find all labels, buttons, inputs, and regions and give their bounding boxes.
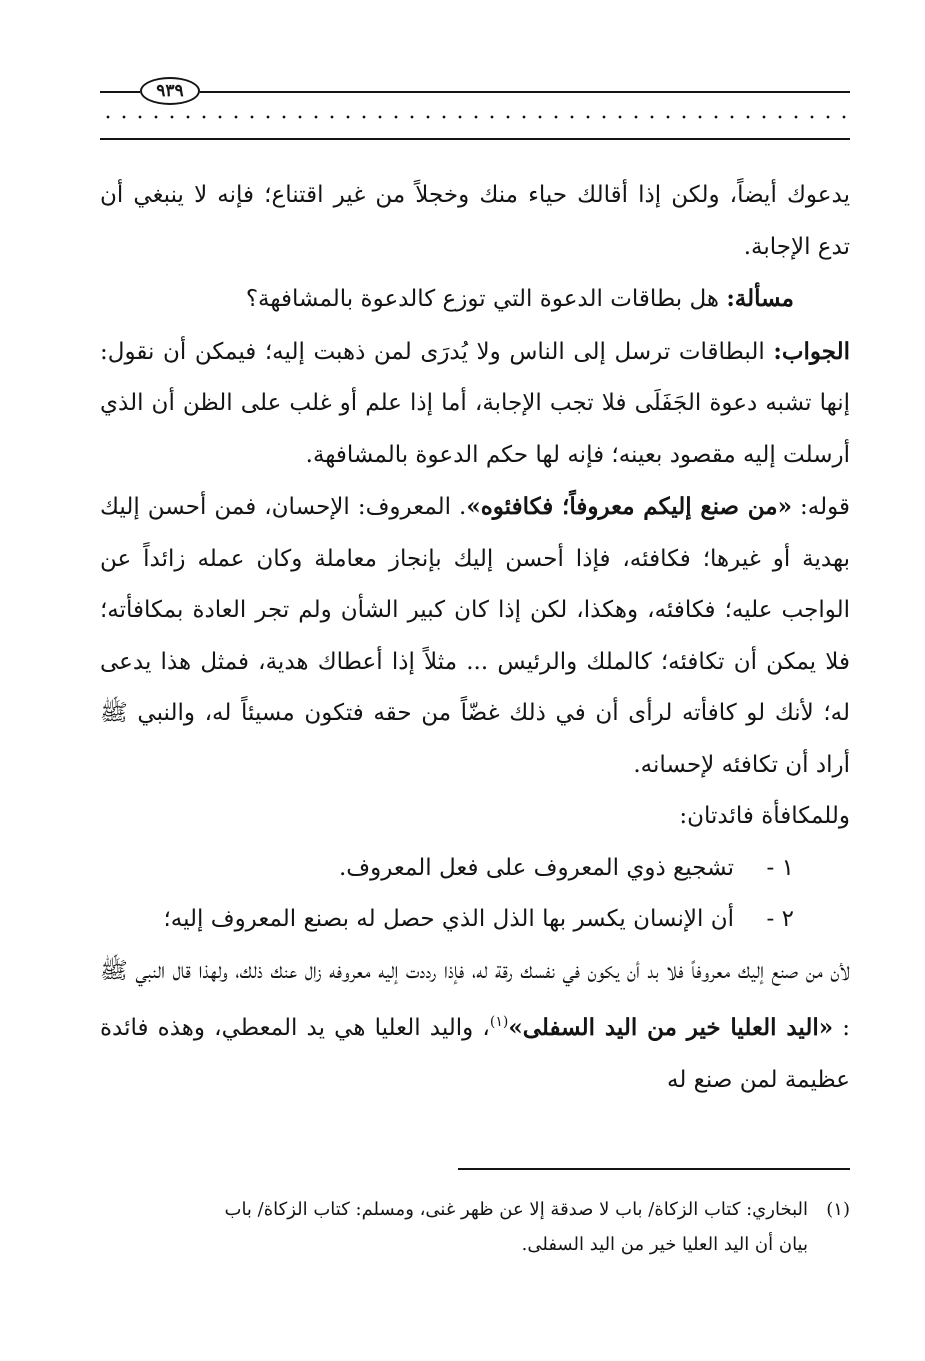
- list-item-2: ٢ -أن الإنسان يكسر بها الذل الذي حصل له بصنع المعروف إليه؛: [163, 906, 794, 932]
- header-rule-left: [100, 91, 140, 93]
- hadith-paragraph: قوله: «من صنع إليكم معروفاً؛ فكافئوه». المعروف: الإحسان، فمن أحسن إليك بهدية أو غيرها؛ فكافئه، فإذا أحسن إليك بإنجاز معاملة وكان عمله زائداً عن الواجب عليه؛ فكافئه، وهكذا، لكن إذا كان كبير الشأن ولم تجر العادة بمكافأته؛ فلا يمكن أن تكافئه؛ كالملك والرئيس ... مثلاً إذا أعطاك هدية، فمثل هذا يدعى له؛ لأنك لو كافأته لرأى أن في ذلك غضّاً من حقه فتكون مسيئاً له، والنبي ﷺ أراد أن تكافئه لإحسانه.: [100, 493, 850, 778]
- page-number: ٩٣٩: [140, 77, 200, 105]
- answer-paragraph: الجواب: البطاقات ترسل إلى الناس ولا يُدرَى لمن ذهبت إليه؛ فيمكن أن نقول: إنها تشبه دعوة الجَفَلَى فلا تجب الإجابة، أما إذا علم أو غلب على الظن أن الذي أرسلت إليه مقصود بعينه؛ فإنه لها حكم الدعوة بالمشافهة.: [100, 337, 850, 468]
- benefits-intro: وللمكافأة فائدتان:: [679, 803, 850, 829]
- hadith-quote: «من صنع إليكم معروفاً؛ فكافئوه»: [466, 493, 792, 520]
- question-label: مسألة:: [726, 285, 794, 312]
- footnote-text: البخاري: كتاب الزكاة/ باب لا صدقة إلا عن ظهر غنى، ومسلم: كتاب الزكاة/ باب: [224, 1199, 808, 1220]
- paragraph-continuation: يدعوك أيضاً، ولكن إذا أقالك حياء منك وخجلاً من غير اقتناع؛ فإنه لا ينبغي أن تدع الإجابة.: [100, 182, 850, 260]
- footnote-mark: (١): [826, 1199, 850, 1220]
- footnote-separator: [458, 1168, 850, 1170]
- answer-label: الجواب:: [773, 337, 850, 365]
- footnote-reference: (١): [489, 1014, 509, 1030]
- list-item-1: ١ -تشجيع ذوي المعروف على فعل المعروف.: [338, 854, 794, 881]
- question-paragraph: مسألة: هل بطاقات الدعوة التي توزع كالدعوة بالمشافهة؟: [245, 285, 794, 312]
- hadith-quote-2: «اليد العليا خير من اليد السفلى»: [508, 1014, 834, 1041]
- page-header: [100, 74, 850, 149]
- footnote-text-continued: بيان أن اليد العليا خير من اليد السفلى.: [521, 1234, 808, 1255]
- closing-paragraph: لأن من صنع إليك معروفاً فلا بد أن يكون في نفسك رقة له، فإذا رددت إليه معروفه زال عنك ذلك، ولهذا قال النبي ﷺ : «اليد العليا خير من اليد السفلى»$^{(١)}$، واليد العليا هي يد المعطي، وهذه فائدة عظيمة لمن صنع له: [100, 957, 850, 1093]
- header-dotted-rule: [100, 114, 850, 120]
- footnote: [100, 1192, 850, 1262]
- main-text: [100, 170, 850, 1106]
- header-rule-right: [200, 91, 850, 93]
- header-rule-bottom: [100, 138, 850, 140]
